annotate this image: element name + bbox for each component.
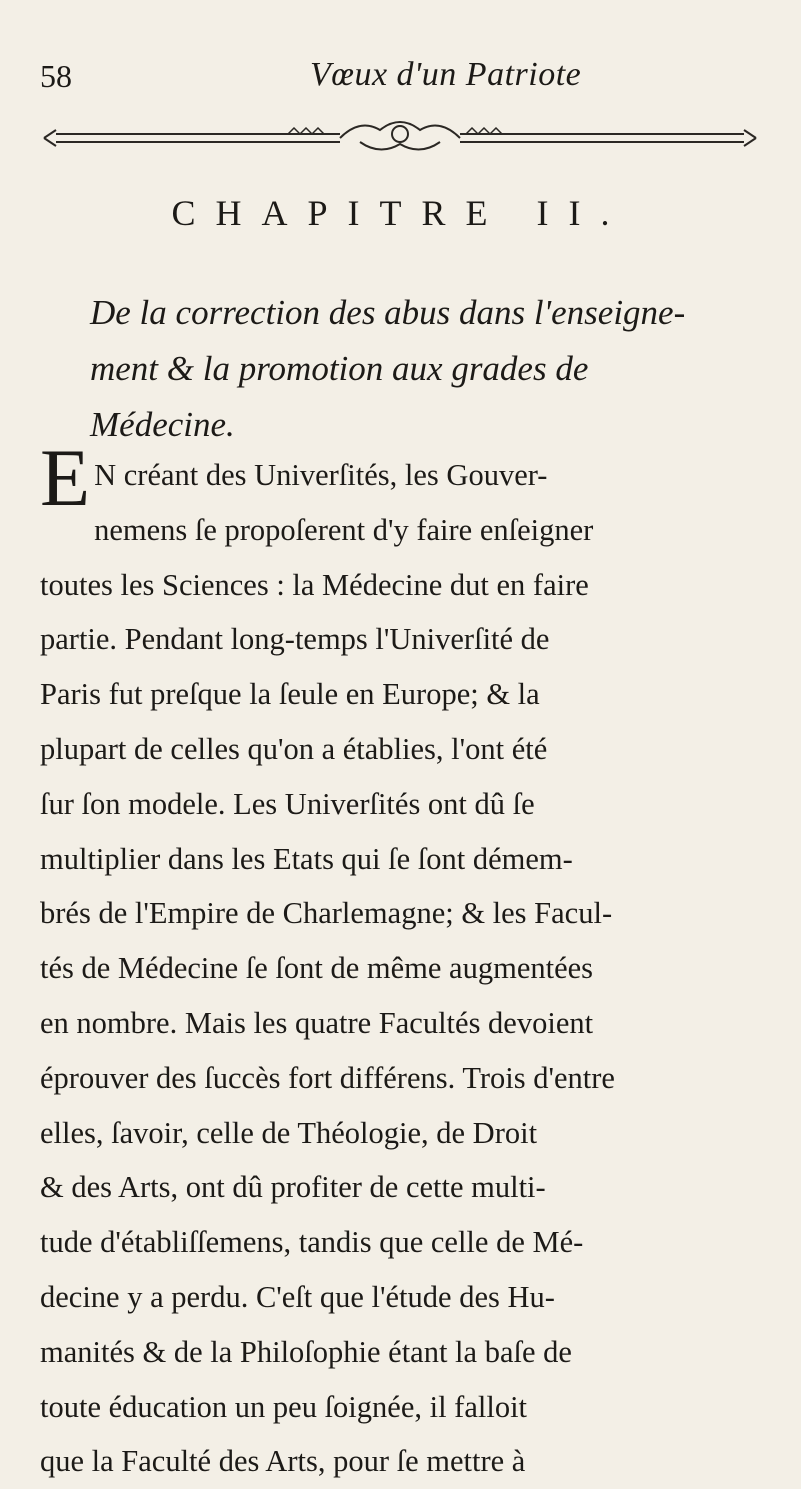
body-text [40, 432, 770, 1489]
text-line: que la Faculté des Arts, pour ſe mettre à [40, 1444, 526, 1479]
decorative-rule-ornament [40, 112, 760, 162]
text-line: tés de Médecine ſe ſont de même augmentées [40, 951, 594, 986]
text-line: partie. Pendant long-temps l'Univerſité de [40, 622, 550, 657]
drop-cap: E [40, 432, 91, 523]
text-line: en nombre. Mais les quatre Facultés devoient [40, 1005, 594, 1040]
running-head [40, 58, 760, 98]
chapter-title-line: Médecine. [90, 405, 235, 444]
text-line: brés de l'Empire de Charlemagne; & les Facul- [40, 896, 613, 931]
text-line: N créant des Univerſités, les Gouver- [94, 458, 548, 492]
text-line: manités & de la Philoſophie étant la baſe de [40, 1334, 572, 1369]
text-line: multiplier dans les Etats qui ſe ſont démem- [40, 841, 573, 876]
chapter-title-line: De la correction des abus dans l'enseigne- [90, 293, 686, 332]
text-line: toute éducation un peu ſoignée, il falloit [40, 1389, 528, 1424]
text-line: Paris fut preſque la ſeule en Europe; & la [40, 677, 540, 712]
running-title: Vœux d'un Patriote [310, 56, 582, 93]
text-line: nemens ſe propoſerent d'y faire enſeigner [94, 512, 594, 547]
chapter-heading: CHAPITRE II. [171, 193, 630, 233]
text-line: decine y a perdu. C'eſt que l'étude des Hu- [40, 1279, 555, 1314]
text-line: & des Arts, ont dû profiter de cette multi- [40, 1170, 546, 1205]
text-line: plupart de celles qu'on a établies, l'ont été [40, 731, 548, 766]
text-line: éprouver des ſuccès fort différens. Trois d'entre [40, 1060, 615, 1095]
text-line: toutes les Sciences : la Médecine dut en faire [40, 567, 589, 602]
page-number: 58 [40, 58, 72, 94]
text-line: ſur ſon modele. Les Univerſités ont dû ſe [40, 786, 535, 821]
text-line: tude d'établiſſemens, tandis que celle de Mé- [40, 1225, 584, 1260]
chapter-title-line: ment & la promotion aux grades de [90, 349, 589, 388]
text-line: elles, ſavoir, celle de Théologie, de Droit [40, 1115, 538, 1150]
chapter-title [90, 285, 770, 453]
